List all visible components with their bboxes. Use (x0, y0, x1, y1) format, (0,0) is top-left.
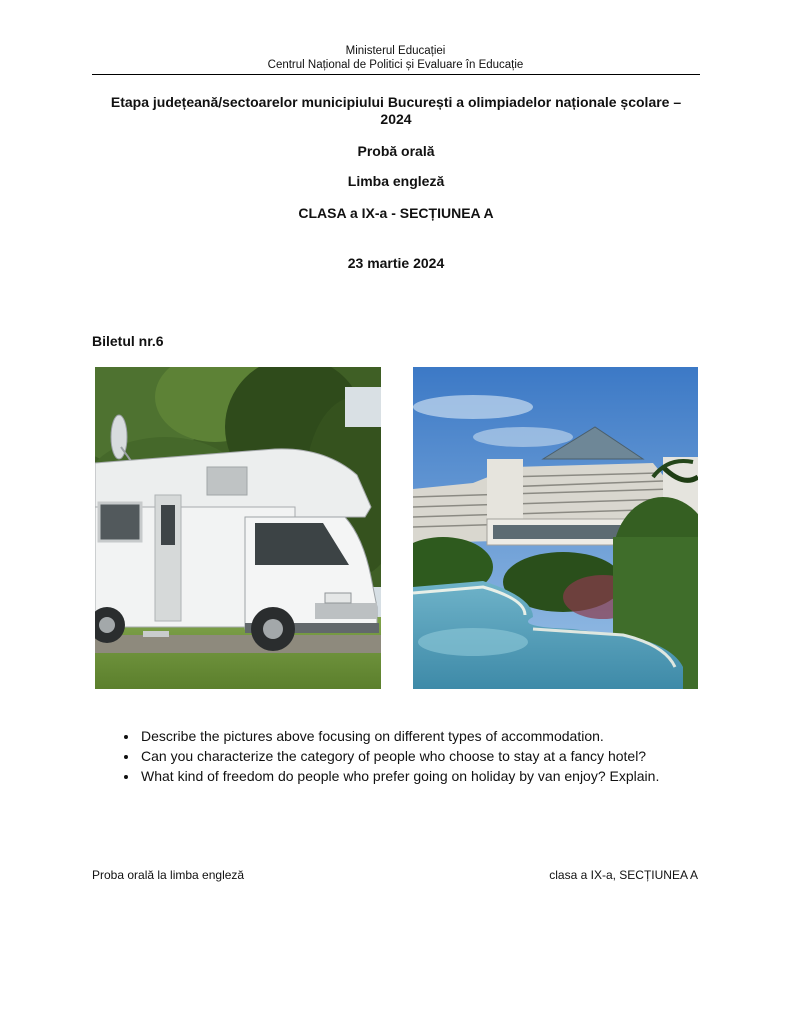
center-name: Centrul Național de Politici și Evaluare în Educație (267, 59, 524, 71)
ticket-number: Biletul nr.6 (92, 333, 164, 349)
subject: Limba engleză (347, 173, 445, 189)
ministry-name: Ministerul Educației (345, 45, 446, 57)
questions-list (95, 726, 719, 786)
competition-title (92, 94, 700, 128)
question-item: • Can you characterize the category of people who choose to stay at a fancy hotel? (139, 746, 719, 766)
camper-van-photo (95, 367, 381, 689)
document-header (0, 44, 791, 72)
competition-title-line1: Etapa județeană/sectoarelor municipiului București a olimpiadelor naționale școlare – (110, 94, 682, 110)
exam-date: 23 martie 2024 (347, 255, 445, 271)
exam-type: Probă orală (357, 143, 435, 159)
grade-section: CLASA a IX-a - SECȚIUNEA A (298, 205, 494, 221)
question-item: • What kind of freedom do people who prefer going on holiday by van enjoy? Explain. (139, 766, 719, 786)
question-item: • Describe the pictures above focusing on different types of accommodation. (139, 726, 719, 746)
hotel-photo (413, 367, 698, 689)
footer-right: clasa a IX-a, SECȚIUNEA A (549, 868, 698, 882)
competition-title-line2: 2024 (380, 111, 412, 127)
footer-left: Proba orală la limba engleză (92, 868, 245, 882)
header-divider (92, 74, 700, 75)
